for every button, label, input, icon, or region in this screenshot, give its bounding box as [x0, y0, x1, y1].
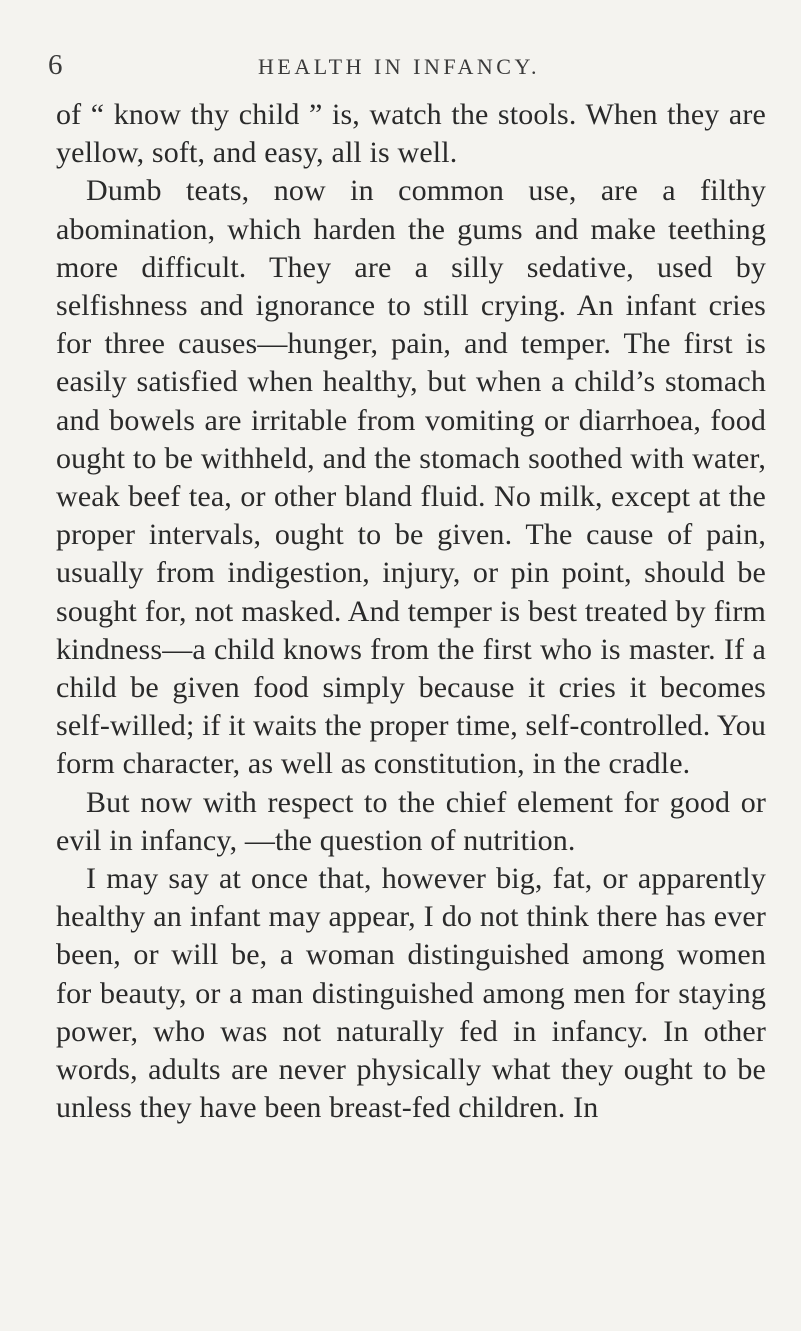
- paragraph: of “ know thy child ” is, watch the stools. When they are yellow, soft, and easy, all is well.: [56, 98, 766, 170]
- body-text: [56, 96, 766, 1127]
- paragraph: But now with respect to the chief element for good or evil in infancy, —the question of nutrition.: [56, 785, 766, 857]
- paragraph: Dumb teats, now in common use, are a filthy abomination, which harden the gums and make teething more difficult. They are a silly sedative, used by selfishness and ignorance to still crying. An infant cries for three causes—hunger, pain, and temper. The first is easily satisfied when healthy, but when a child’s stomach and bowels are irritable from vomiting or diarrhoea, food ought to be withheld, and the stomach soothed with water, weak beef tea, or other bland fluid. No milk, except at the proper intervals, ought to be given. The cause of pain, usually from indigestion, injury, or pin point, should be sought for, not masked. And temper is best treated by firm kindness—a child knows from the first who is master. If a child be given food simply because it cries it becomes self-willed; if it waits the proper time, self-controlled. You form character, as well as constitution, in the cradle.: [56, 174, 766, 781]
- running-head: HEALTH IN INFANCY.: [258, 54, 540, 79]
- page-number: 6: [48, 49, 63, 81]
- paragraph: I may say at once that, however big, fat, or apparently healthy an infant may appear, I do not think there has ever been, or will be, a woman distinguished among women for beauty, or a man distinguished among men for staying power, who was not naturally fed in infancy. In other words, adults are never physically what they ought to be unless they have been breast-fed children. In: [56, 862, 766, 1125]
- page-header: [48, 50, 768, 86]
